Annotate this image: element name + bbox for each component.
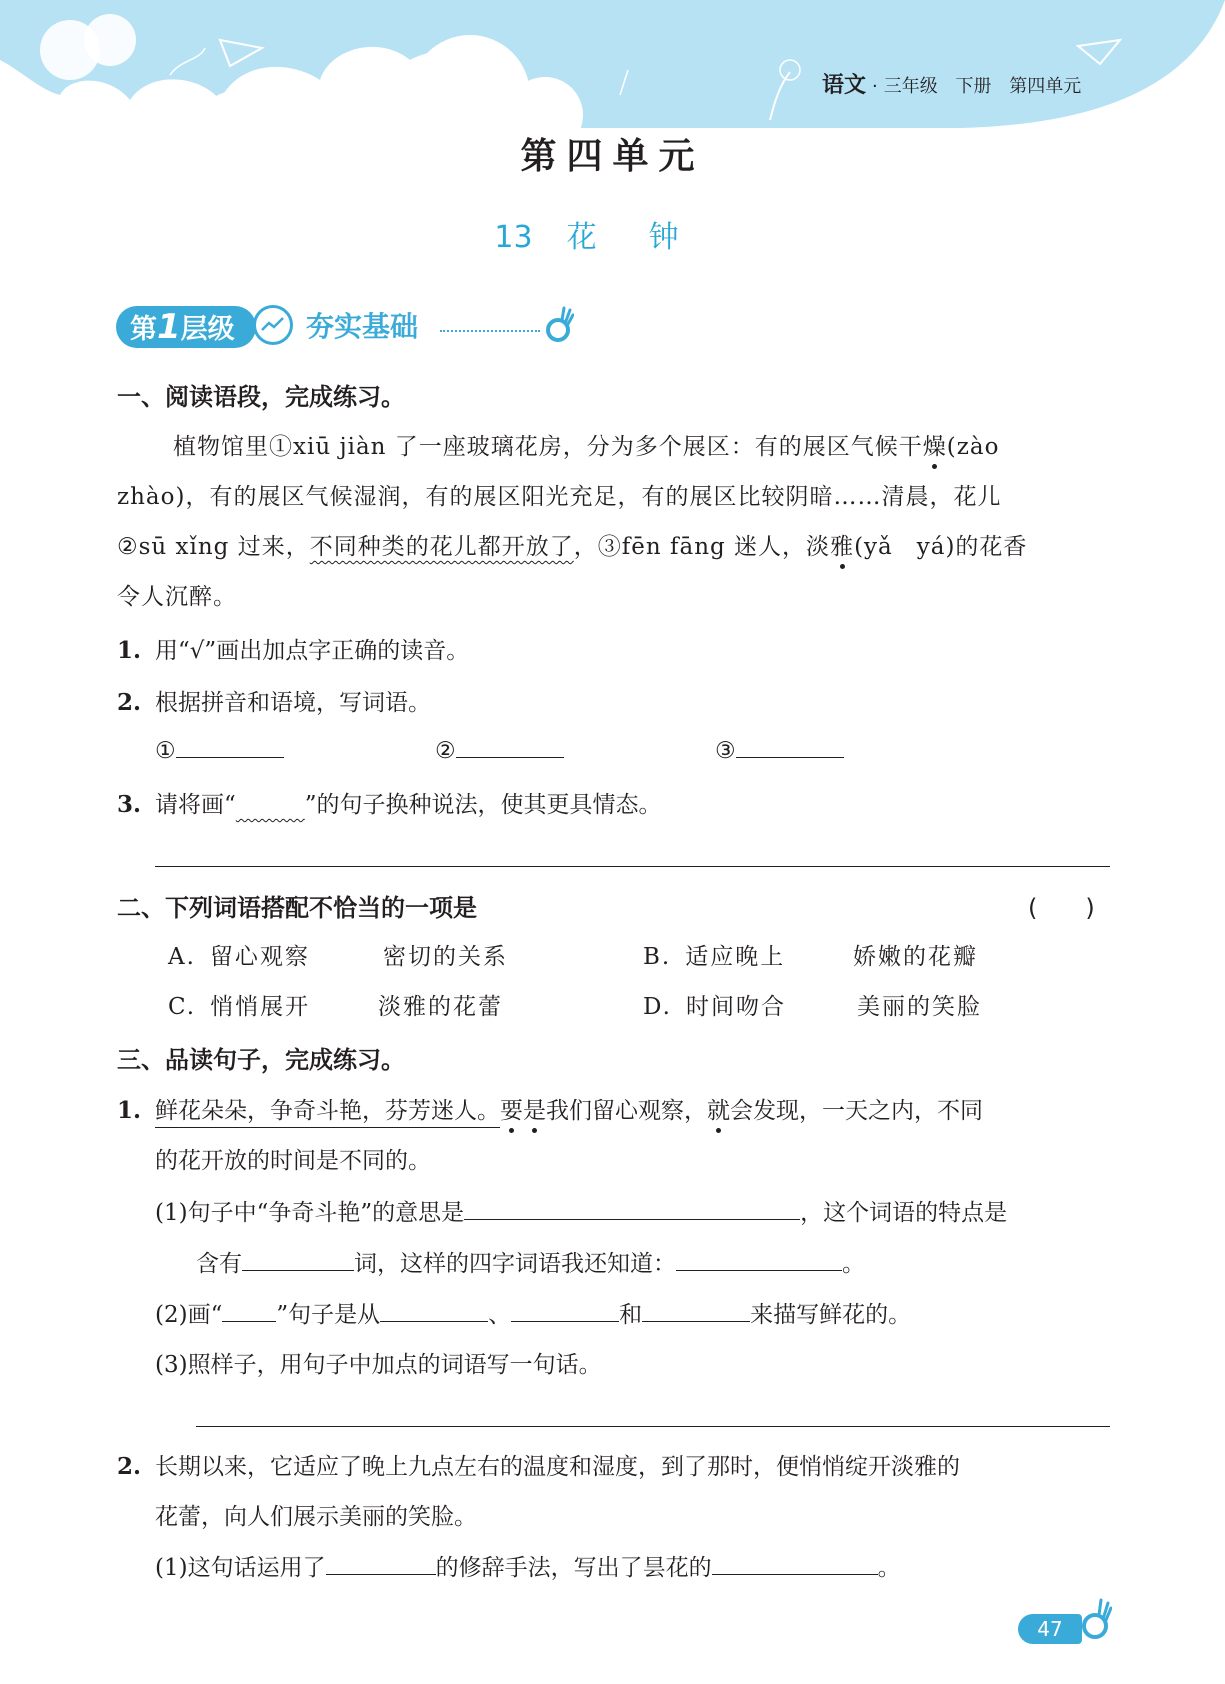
option-label: A.	[168, 944, 196, 970]
question-number: 1.	[117, 637, 142, 664]
question-1-3	[117, 786, 662, 819]
dotted-char: 就	[707, 1098, 731, 1124]
question-text: 、	[488, 1302, 512, 1328]
page-number: 47	[1018, 1614, 1082, 1644]
blank[interactable]	[456, 735, 564, 758]
option-word: 时间吻合	[685, 994, 786, 1020]
question-3-1	[117, 1092, 983, 1125]
blank[interactable]	[642, 1299, 750, 1322]
answer-line[interactable]	[155, 866, 1110, 867]
blank-marker: ③	[715, 738, 736, 764]
question-number: 2.	[117, 689, 142, 716]
blank-marker: ②	[435, 738, 456, 764]
sub-question-2	[155, 1296, 911, 1329]
option-word: 留心观察	[209, 944, 310, 970]
question-text: 会发现，一天之内，不同	[730, 1098, 984, 1124]
blank[interactable]	[736, 735, 844, 758]
option-word: 密切的关系	[383, 944, 508, 970]
question-text: 含有	[196, 1251, 242, 1277]
question-text: ，这个词语的特点是	[800, 1200, 1008, 1226]
level-divider	[440, 330, 540, 332]
question-1-1	[117, 632, 469, 665]
question-text: (1)这句话运用了	[155, 1555, 326, 1581]
question-text: ”的句子换种说法，使其更具情态。	[304, 792, 662, 818]
question-text: 来描写鲜花的。	[750, 1302, 912, 1328]
question-text: 词，这样的四字词语我还知道：	[354, 1251, 676, 1277]
blank[interactable]	[326, 1552, 436, 1575]
option-label: B.	[643, 944, 672, 970]
breadcrumb-term: 下册	[955, 76, 992, 97]
answer-parentheses[interactable]: ( )	[1028, 894, 1095, 922]
dotted-char: 是	[523, 1098, 547, 1124]
passage-text: (zào	[946, 434, 1000, 460]
lesson-title	[0, 212, 1225, 256]
question-number: 2.	[117, 1453, 142, 1480]
answer-line[interactable]	[196, 1426, 1110, 1427]
level-suffix: 层级	[180, 314, 235, 345]
answer-blank-2[interactable]	[435, 735, 564, 764]
breadcrumb	[822, 68, 1081, 99]
blank-marker: ①	[155, 738, 176, 764]
answer-blank-3[interactable]	[715, 735, 844, 764]
question-text: 我们留心观察，	[546, 1098, 708, 1124]
question-text: 。	[877, 1555, 901, 1581]
blank[interactable]	[511, 1299, 619, 1322]
question-text: 请将画“	[155, 792, 236, 818]
question-text: ”句子是从	[276, 1302, 381, 1328]
blank[interactable]	[712, 1552, 878, 1575]
blank[interactable]	[676, 1248, 842, 1271]
sub-question-1	[155, 1194, 1007, 1227]
passage-text: 植物馆里①xiū jiàn 了一座玻璃花房，分为多个展区：有的展区气候干	[173, 434, 923, 460]
level-name: 夯实基础	[306, 310, 419, 343]
underline-sample	[222, 1299, 276, 1322]
option-word: 悄悄展开	[210, 994, 311, 1020]
question-3-1-line-2: 的花开放的时间是不同的。	[155, 1148, 431, 1174]
sub-question-2-1	[155, 1549, 901, 1582]
trend-icon	[253, 305, 293, 345]
level-number: 1	[157, 307, 181, 347]
passage-line-3	[117, 528, 1027, 561]
sub-question-1-cont	[196, 1245, 865, 1278]
question-text: 根据拼音和语境，写词语。	[155, 690, 432, 716]
option-d[interactable]	[643, 988, 982, 1021]
breadcrumb-grade: 三年级	[883, 76, 938, 97]
blank[interactable]	[242, 1248, 354, 1271]
section-one-heading: 一、阅读语段，完成练习。	[117, 383, 405, 411]
passage-text: ②sū xǐng 过来，	[117, 534, 310, 560]
question-3-2	[117, 1448, 960, 1481]
option-label: D.	[643, 994, 672, 1020]
passage-text: (yǎ yá)的花香	[854, 534, 1028, 560]
breadcrumb-subject: 语文	[822, 73, 867, 98]
option-word: 娇嫩的花瓣	[853, 944, 978, 970]
dotted-char: 要	[500, 1098, 524, 1124]
question-3-2-line-2: 花蕾，向人们展示美丽的笑脸。	[155, 1504, 477, 1530]
option-word: 淡雅的花蕾	[378, 994, 503, 1020]
option-word: 美丽的笑脸	[857, 994, 982, 1020]
level-prefix: 第	[130, 314, 157, 345]
sub-question-3: (3)照样子，用句子中加点的词语写一句话。	[155, 1352, 602, 1378]
question-text: 。	[842, 1251, 865, 1277]
hand-ok-icon	[544, 306, 574, 346]
blank[interactable]	[380, 1299, 488, 1322]
question-text: 用“√”画出加点字正确的读音。	[155, 638, 470, 664]
lesson-name: 花钟	[566, 220, 731, 255]
question-1-2	[117, 684, 431, 717]
passage-text: ，③fēn fāng 迷人，淡	[573, 534, 831, 560]
option-word: 适应晚上	[685, 944, 786, 970]
dotted-char: 燥	[922, 434, 947, 460]
option-b[interactable]	[643, 938, 978, 971]
section-three-heading: 三、品读句子，完成练习。	[117, 1046, 405, 1074]
underlined-sentence: 鲜花朵朵，争奇斗艳，芬芳迷人。	[155, 1098, 500, 1128]
blank[interactable]	[464, 1197, 800, 1220]
passage-line-2: zhào)，有的展区气候湿润，有的展区阳光充足，有的展区比较阴暗……清晨，花儿	[117, 484, 1002, 510]
breadcrumb-unit: 第四单元	[1009, 76, 1082, 97]
level-badge	[116, 306, 256, 348]
question-number: 3.	[117, 791, 142, 818]
breadcrumb-separator: ·	[872, 76, 878, 97]
option-c[interactable]	[168, 988, 503, 1021]
unit-title: 第四单元	[520, 135, 705, 177]
question-text: (2)画“	[155, 1302, 223, 1328]
option-a[interactable]	[168, 938, 508, 971]
passage-line-4: 令人沉醉。	[117, 584, 237, 610]
passage-line-1	[173, 428, 999, 461]
blank[interactable]	[176, 735, 284, 758]
option-label: C.	[168, 994, 197, 1020]
dotted-char: 雅	[830, 534, 855, 560]
question-text: 的修辞手法，写出了昙花的	[435, 1555, 712, 1581]
answer-blank-1[interactable]	[155, 735, 284, 764]
wavy-underlined-sentence: 不同种类的花儿都开放了	[309, 534, 574, 560]
wavy-sample	[236, 792, 305, 818]
question-number: 1.	[117, 1097, 142, 1124]
question-text: 长期以来，它适应了晚上九点左右的温度和湿度，到了那时，便悄悄绽开淡雅的	[155, 1454, 961, 1480]
question-text: 和	[619, 1302, 643, 1328]
question-text: (1)句子中“争奇斗艳”的意思是	[155, 1200, 465, 1226]
section-two-heading: 二、下列词语搭配不恰当的一项是	[117, 894, 477, 922]
lesson-number: 13	[494, 220, 533, 255]
hand-ok-icon	[1080, 1594, 1112, 1644]
